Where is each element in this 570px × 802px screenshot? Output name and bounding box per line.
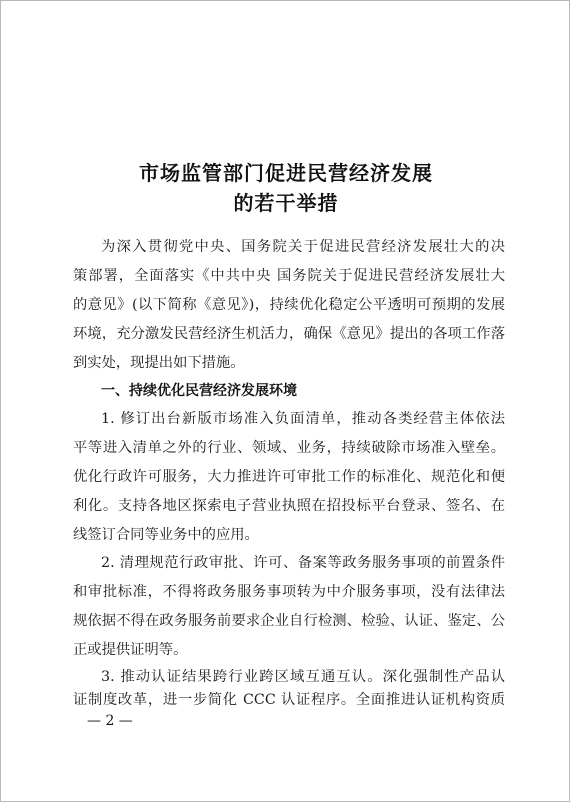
item-line: 正或提供证明等。: [73, 642, 188, 658]
item-line: 证制度改革，进一步简化 CCC 认证程序。全面推进认证机构资质: [73, 692, 505, 708]
item-line: 和审批标准，不得将政务服务事项转为中介服务事项，没有法律法: [73, 584, 505, 600]
item-line: 3. 推动认证结果跨行业跨区域互通互认。深化强制性产品认: [101, 669, 505, 685]
item-line: 1. 修订出台新版市场准入负面清单，推动各类经营主体依法: [101, 411, 505, 427]
item-line: 优化行政许可服务，大力推进许可审批工作的标准化、规范化和便: [73, 469, 505, 485]
paragraph-line: 到实处，现提出如下措施。: [73, 355, 245, 371]
paragraph-line: 环境，充分激发民营经济生机活力，确保《意见》提出的各项工作落: [73, 326, 505, 342]
item-line: 线签订合同等业务中的应用。: [73, 527, 259, 543]
item-line: 规依据不得在政务服务前要求企业自行检测、检验、认证、鉴定、公: [73, 613, 505, 629]
page-number: — 2 —: [87, 713, 133, 729]
paragraph-line: 的意见》(以下简称《意见》)，持续优化稳定公平透明可预期的发展: [73, 297, 505, 313]
document-title-line-2: 的若干举措: [233, 191, 339, 215]
paragraph-line: 为深入贯彻党中央、国务院关于促进民营经济发展壮大的决: [101, 239, 505, 255]
item-line: 2. 清理规范行政审批、许可、备案等政务服务事项的前置条件: [101, 555, 505, 571]
section-heading: 一、持续优化民营经济发展环境: [101, 383, 297, 399]
item-line: 利化。支持各地区探索电子营业执照在招投标平台登录、签名、在: [73, 498, 505, 514]
paragraph-line: 策部署，全面落实《中共中央 国务院关于促进民营经济发展壮大: [73, 268, 505, 284]
document-title-line-1: 市场监管部门促进民营经济发展: [139, 161, 433, 185]
item-line: 平等进入清单之外的行业、领域、业务，持续破除市场准入壁垒。: [73, 440, 505, 456]
